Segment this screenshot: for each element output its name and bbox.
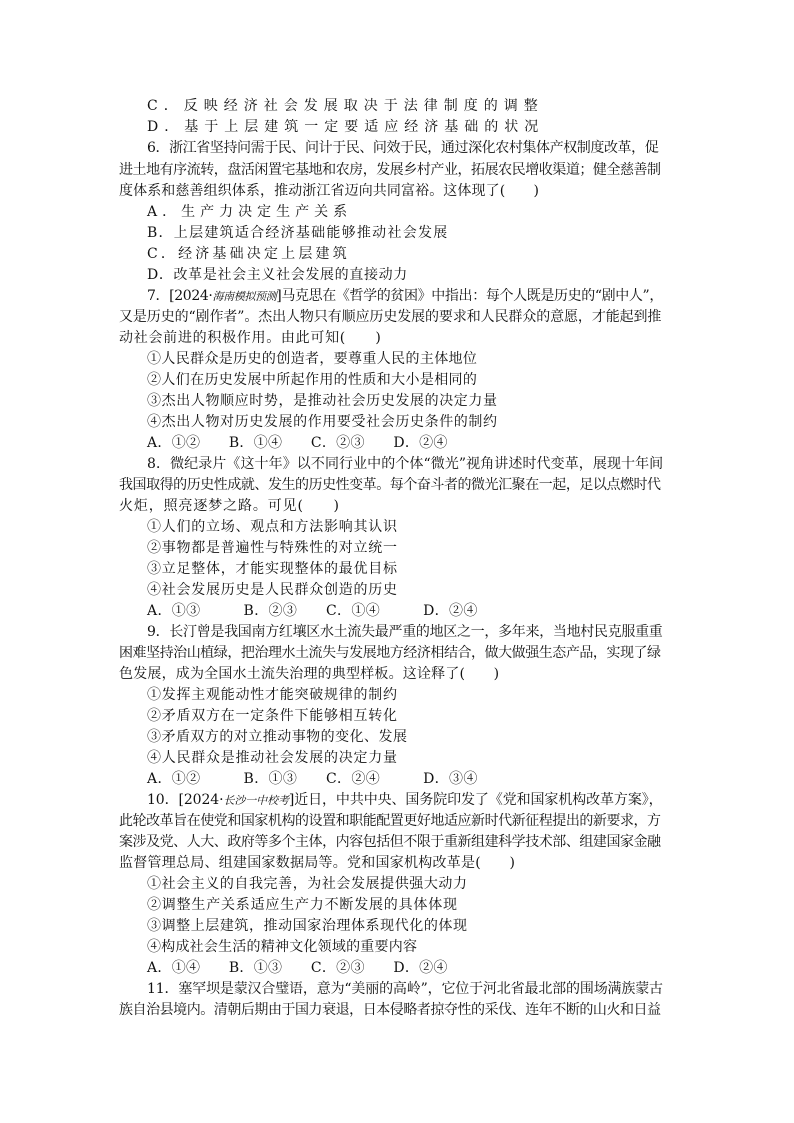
text-line: C．反映经济社会发展取决于法律制度的调整 (147, 98, 544, 114)
option-line: B．上层建筑适合经济基础能够推动社会发展 (147, 225, 449, 241)
statement-line: ②调整生产关系适应生产力不断发展的具体体现 (147, 897, 458, 913)
statement-line: ②人们在历史发展中所起作用的性质和大小是相同的 (147, 372, 478, 388)
text-line: 度体系和慈善组织体系，推动浙江省迈向共同富裕。这体现了( ) (119, 183, 540, 199)
question-7-line: 7．[2024·海南模拟预测]马克思在《哲学的贫困》中指出：每个人既是历史的“剧中人”， (147, 288, 663, 304)
source-note: 长沙一中校考 (223, 794, 289, 807)
text-line: 族自治县境内。清朝后期由于国力衰退，日本侵略者掠夺性的采伐、连年不断的山火和日益 (119, 1002, 661, 1018)
text-line: 案涉及党、人大、政府等多个主体，内容包括但不限于重新组建科学技术部、组建国家金融 (119, 834, 661, 850)
text-line: 又是历史的“剧作者”。杰出人物只有顺应历史发展的要求和人民群众的意愿，才能起到推 (119, 309, 662, 325)
option-line: A．生产力决定生产关系 (147, 204, 353, 220)
text-line: 监督管理总局、组建国家数据局等。党和国家机构改革是( ) (119, 855, 516, 871)
text-line: 我国取得的历史性成就、发生的历史性变革。每个奋斗者的微光汇聚在一起，足以点燃时代 (119, 477, 661, 493)
statement-line: ④杰出人物对历史发展的作用要受社会历史条件的制约 (147, 414, 498, 430)
statement-line: ①社会主义的自我完善，为社会发展提供强大动力 (147, 876, 468, 892)
option-line: D．改革是社会主义社会发展的直接动力 (147, 267, 408, 283)
statement-line: ①人们的立场、观点和方法影响其认识 (147, 519, 398, 535)
choices-line: A．①② B．①④ C．②③ D．②④ (147, 435, 448, 451)
question-10-line: 10．[2024·长沙一中校考]近日，中共中央、国务院印发了《党和国家机构改革方案》， (147, 792, 663, 808)
statement-line: ③杰出人物顺应时势，是推动社会历史发展的决定力量 (147, 393, 498, 409)
text-line: 动社会前进的积极作用。由此可知( ) (119, 330, 382, 346)
statement-line: ②事物都是普遍性与特殊性的对立统一 (147, 540, 398, 556)
question-9-line: 9．长汀曾是我国南方红壤区水土流失最严重的地区之一，多年来，当地村民克服重重 (147, 624, 663, 640)
statement-line: ③立足整体，才能实现整体的最优目标 (147, 561, 398, 577)
text-line: 此轮改革旨在使党和国家机构的设置和职能配置更好地适应新时代新征程提出的新要求，方 (119, 813, 661, 829)
statement-line: ④构成社会生活的精神文化领域的重要内容 (147, 939, 418, 955)
text-line: 火炬，照亮逐梦之路。可见( ) (119, 498, 340, 514)
statement-line: ③矛盾双方的对立推动事物的变化、发展 (147, 729, 408, 745)
choices-line: A．①④ B．①③ C．②③ D．②④ (147, 960, 448, 976)
choices-line: A．①③ B．②③ C．①④ D．②④ (147, 603, 478, 619)
statement-line: ①发挥主观能动性才能突破规律的制约 (147, 687, 398, 703)
question-11-line: 11．塞罕坝是蒙汉合璧语，意为“美丽的高岭”，它位于河北省最北部的围场满族蒙古 (147, 981, 663, 997)
statement-line: ③调整上层建筑，推动国家治理体系现代化的体现 (147, 918, 468, 934)
question-6-line: 6．浙江省坚持问需于民、问计于民、问效于民，通过深化农村集体产权制度改革，促 (147, 140, 659, 156)
choices-line: A．①② B．①③ C．②④ D．③④ (147, 771, 478, 787)
source-note: 海南模拟预测 (212, 290, 277, 303)
statement-line: ④社会发展历史是人民群众创造的历史 (147, 582, 398, 598)
statement-line: ①人民群众是历史的创造者，要尊重人民的主体地位 (147, 351, 478, 367)
option-line: C．经济基础决定上层建筑 (147, 246, 350, 262)
statement-line: ②矛盾双方在一定条件下能够相互转化 (147, 708, 398, 724)
text-line: 困难坚持治山植绿，把治理水土流失与发展地方经济相结合，做大做强生态产品，实现了绿 (119, 645, 661, 661)
question-8-line: 8．微纪录片《这十年》以不同行业中的个体“微光”视角讲述时代变革，展现十年间 (147, 456, 664, 472)
text-line: 进土地有序流转，盘活闲置宅基地和农房，发展乡村产业，拓展农民增收渠道；健全慈善制 (119, 162, 661, 178)
text-line: D．基于上层建筑一定要适应经济基础的状况 (147, 119, 545, 135)
statement-line: ④人民群众是推动社会发展的决定力量 (147, 750, 398, 766)
text-line: 色发展，成为全国水土流失治理的典型样板。这诠释了( ) (119, 666, 500, 682)
